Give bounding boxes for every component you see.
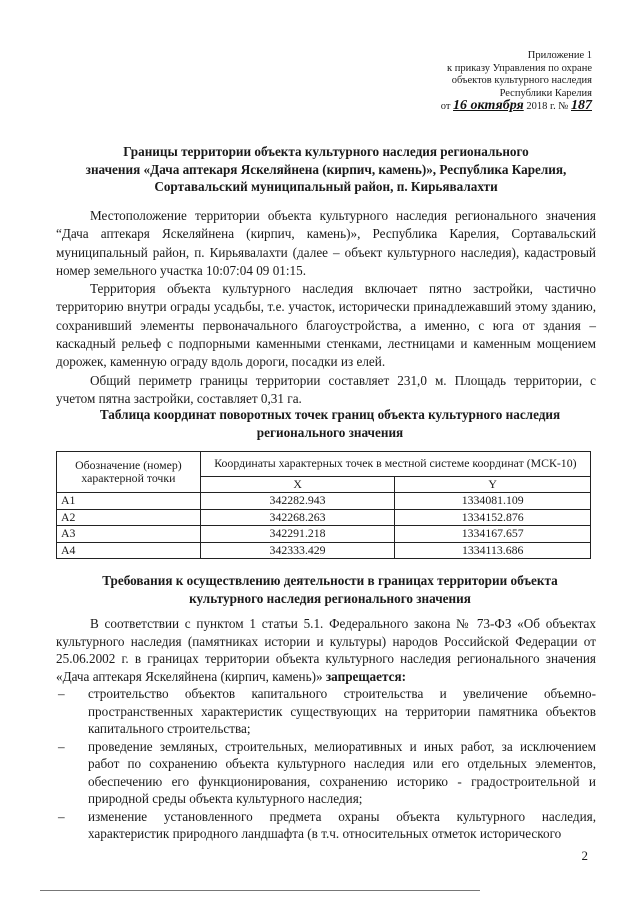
appendix-dateline xyxy=(372,100,592,114)
coordinates-table xyxy=(56,451,591,559)
table-row xyxy=(57,509,591,526)
table-row xyxy=(57,542,591,559)
cell-x: 342291.218 xyxy=(200,526,395,543)
cell-y: 1334081.109 xyxy=(395,493,591,510)
scan-artifact-line xyxy=(40,890,480,891)
requirements-title-line: культурного наследия регионального значения xyxy=(189,590,471,606)
document-title xyxy=(60,143,592,196)
paragraph-location: Местоположение территории объекта культурного наследия регионального значения “Дача аптекаря Яскеляйнена (кирпич, камень)», Республика Карелия, Сортавальский муниципальный район, п. Кирьявалахти (далее – объект культурного наследия), кадастровый номер земельного участка 10:07:04 09 01:15. xyxy=(56,208,596,278)
requirements-title-line: Требования к осуществлению деятельности в границах территории объекта xyxy=(102,573,558,588)
list-item xyxy=(56,738,596,808)
cell-point: А4 xyxy=(57,542,201,559)
requirements-intro xyxy=(56,615,596,685)
dash-bullet: – xyxy=(58,738,65,754)
table-title-line: Таблица координат поворотных точек границ объекта культурного наследия xyxy=(99,407,561,422)
cell-point: А1 xyxy=(57,493,201,510)
list-item-text: проведение земляных, строительных, мелиоративных и иных работ, за исключением работ по сохранению объекта культурного наследия или его отдельных элементов, обеспечению его функционирования, сохранению историко - градостроительной и природной среды объекта культурного наследия; xyxy=(88,738,596,806)
appendix-header xyxy=(372,50,592,114)
page-number: 2 xyxy=(581,848,588,863)
date-year: 2018 г. № xyxy=(526,101,569,112)
paragraph-perimeter: Общий периметр границы территории составляет 231,0 м. Площадь территории, с учетом пятна застройки, составляет 0,31 га. xyxy=(56,372,596,406)
paragraph-territory: Территория объекта культурного наследия включает пятно застройки, частично территорию внутри ограды усадьбы, т.е. участок, исторически принадлежавший этому зданию, сохранивший элементы первоначального благоустройства, а именно, с юга от здания – каскадный рельеф с подпорными каменными стенками, лестницами и каменным мощением дорожек, каменную ограду вдоль дороги, посадки из елей. xyxy=(56,281,596,370)
intro-text: В соответствии с пунктом 1 статьи 5.1. Федерального закона № 73-ФЗ «Об объектах культурного наследия (памятниках истории и культуры) народов Российской Федерации от 25.06.2002 г. в границах территории объекта культурного наследия регионального значения «Дача аптекаря Яскеляйнена (кирпич, камень)» xyxy=(56,616,596,684)
title-line: значения «Дача аптекаря Яскеляйнена (кирпич, камень)», Республика Карелия, xyxy=(85,161,567,177)
requirements-text xyxy=(56,615,596,843)
cell-y: 1334152.876 xyxy=(395,509,591,526)
forbidden-label: запрещается: xyxy=(325,668,406,684)
handwritten-number: 187 xyxy=(571,98,592,113)
cell-y: 1334113.686 xyxy=(395,542,591,559)
appendix-line: Приложение 1 xyxy=(527,50,592,61)
list-item xyxy=(56,685,596,738)
requirements-title xyxy=(70,572,590,607)
date-prefix: от xyxy=(440,101,451,112)
appendix-line: объектов культурного наследия xyxy=(451,75,592,86)
dash-bullet: – xyxy=(58,686,65,701)
header-y: Y xyxy=(395,476,591,493)
table-row xyxy=(57,526,591,543)
header-coordinates: Координаты характерных точек в местной системе координат (МСК-10) xyxy=(200,452,590,477)
cell-x: 342268.263 xyxy=(200,509,395,526)
handwritten-date: 16 октября xyxy=(453,98,524,113)
table-title-line: регионального значения xyxy=(256,424,404,440)
cell-x: 342282.943 xyxy=(200,493,395,510)
cell-point: А3 xyxy=(57,526,201,543)
appendix-line: Республики Карелия xyxy=(499,87,592,99)
table-row xyxy=(57,493,591,510)
appendix-line: к приказу Управления по охране xyxy=(447,62,592,74)
cell-point: А2 xyxy=(57,509,201,526)
cell-x: 342333.429 xyxy=(200,542,395,559)
list-item xyxy=(56,808,596,843)
dash-bullet: – xyxy=(58,808,65,824)
table-title xyxy=(70,406,590,441)
list-item-text: изменение установленного предмета охраны объекта культурного наследия, характеристик природного ландшафта (в т.ч. относительных отметок исторического xyxy=(88,808,596,841)
cell-y: 1334167.657 xyxy=(395,526,591,543)
prohibition-list xyxy=(56,685,596,843)
title-line: Сортавальский муниципальный район, п. Кирьявалахти xyxy=(154,179,498,194)
header-point: Обозначение (номер) характерной точки xyxy=(57,452,201,493)
header-x: X xyxy=(200,476,395,493)
location-description xyxy=(56,207,596,408)
title-line: Границы территории объекта культурного наследия регионального xyxy=(123,144,529,159)
list-item-text: строительство объектов капитального строительства и увеличение объемно-пространственных характеристик существующих на территории памятника объектов капитального строительства; xyxy=(88,686,596,736)
